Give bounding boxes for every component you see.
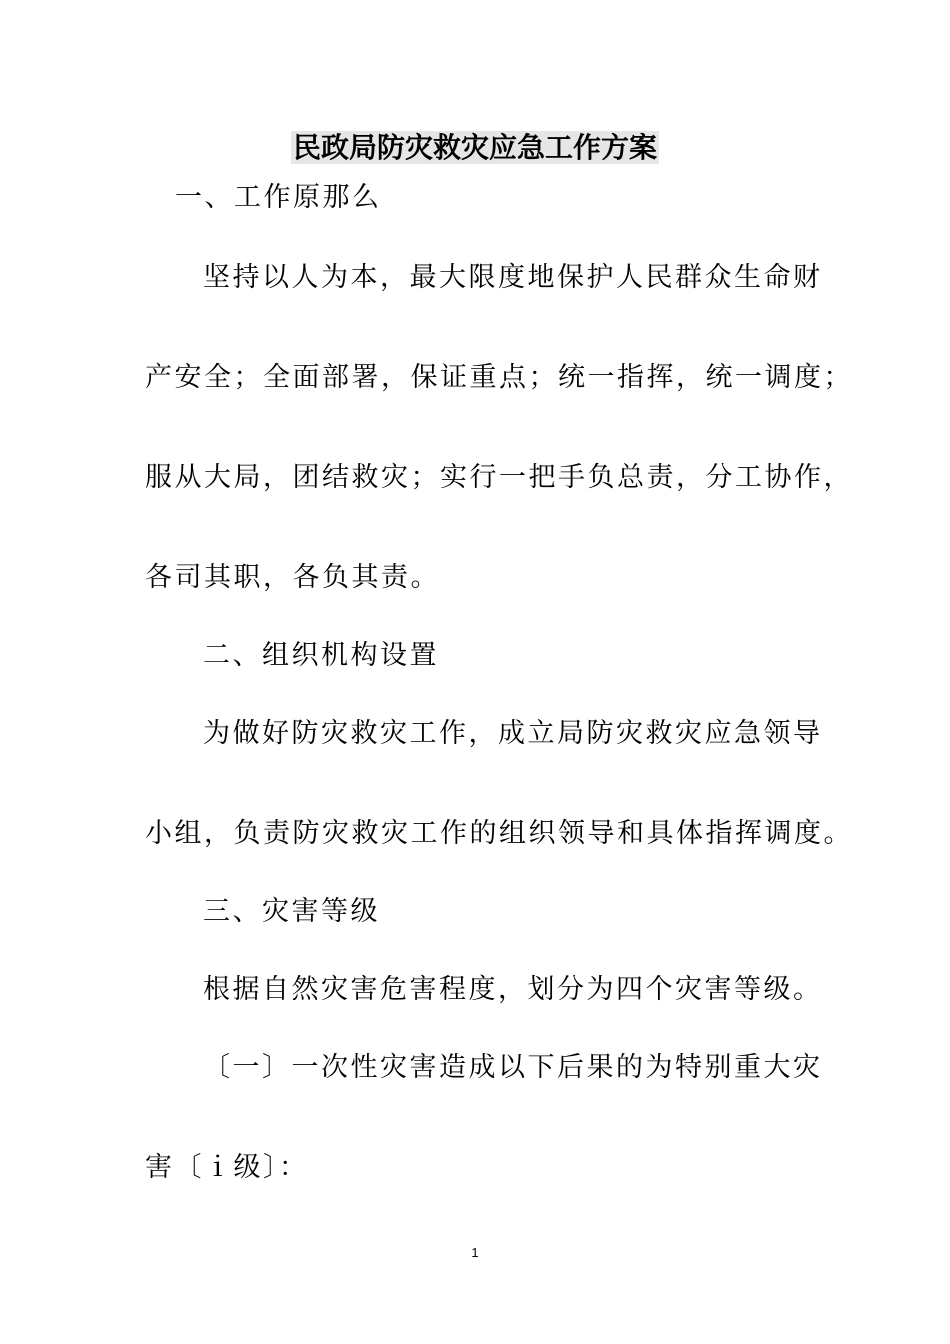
paragraph-line: 〔一〕一次性灾害造成以下后果的为特别重大灾	[203, 1052, 823, 1083]
paragraph-line: 害〔ｉ级〕：	[145, 1152, 309, 1183]
document-title-text: 民政局防灾救灾应急工作方案	[292, 131, 657, 164]
page-number: 1	[471, 1245, 479, 1260]
paragraph-line: 为做好防灾救灾工作，成立局防灾救灾应急领导	[203, 718, 823, 749]
paragraph-line: 根据自然灾害危害程度，划分为四个灾害等级。	[203, 974, 823, 1005]
section-heading-1: 一、工作原那么	[175, 182, 382, 213]
paragraph-line: 各司其职，各负其责。	[145, 562, 440, 593]
section-heading-2: 二、组织机构设置	[203, 640, 439, 671]
document-title	[0, 128, 950, 168]
paragraph-line: 产安全；全面部署，保证重点；统一指挥，统一调度；	[145, 362, 853, 393]
paragraph-line: 小组，负责防灾救灾工作的组织领导和具体指挥调度。	[145, 818, 853, 849]
paragraph-line: 坚持以人为本，最大限度地保护人民群众生命财	[203, 262, 823, 293]
paragraph-line: 服从大局，团结救灾；实行一把手负总责，分工协作，	[145, 462, 853, 493]
section-heading-3: 三、灾害等级	[203, 896, 380, 927]
